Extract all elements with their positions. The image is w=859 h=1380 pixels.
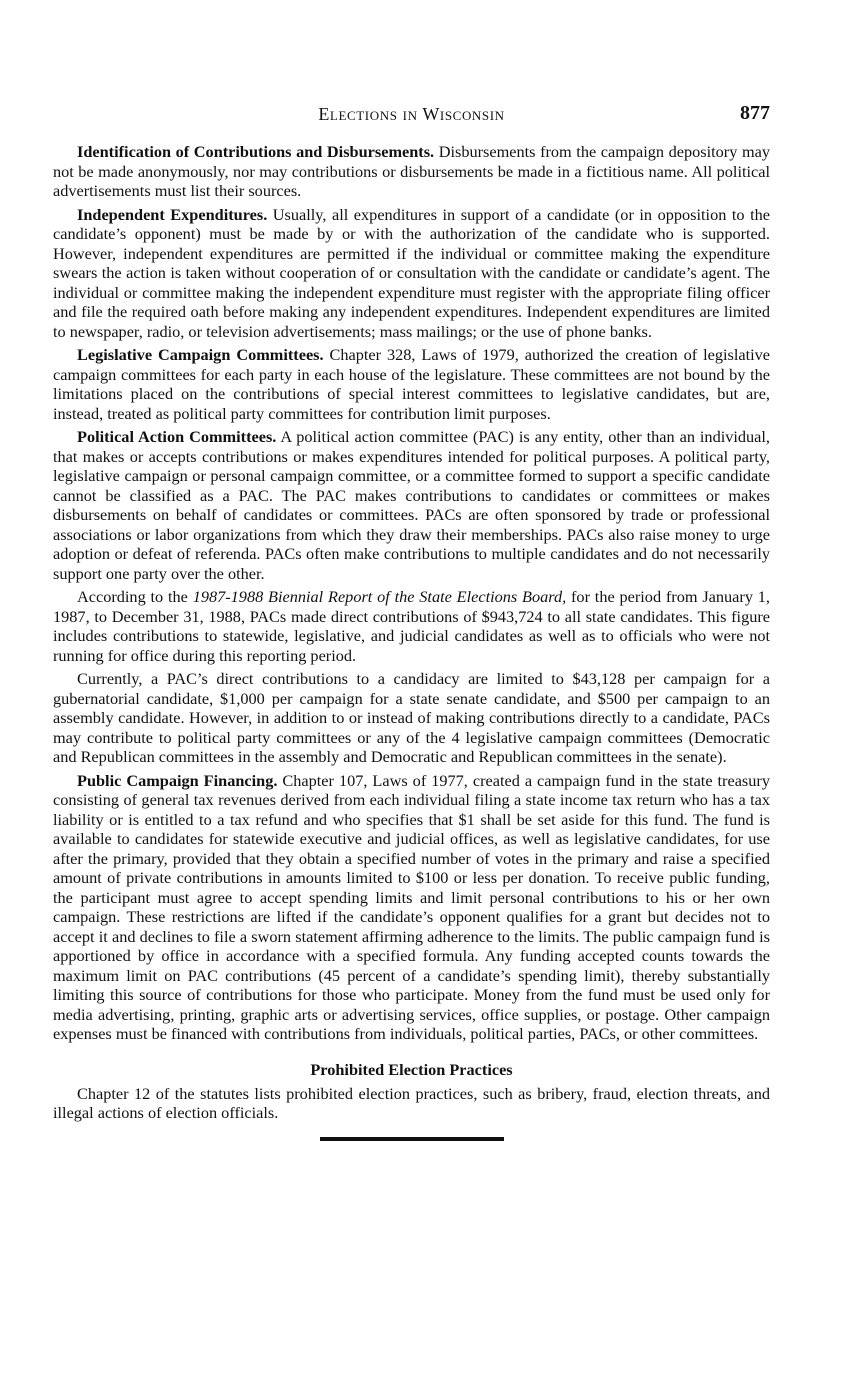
document-page — [53, 100, 770, 1141]
paragraph-text: Usually, all expenditures in support of a candidate (or in opposition to the candidate’s opponent) must be made by or with the authorization of the candidate who is supported. However, independent expenditures are permitted if the individual or committee making the expenditure swears the action is taken without cooperation of or consultation with the candidate or candidate’s agent. The individual or committee making the independent expenditure must register with the appropriate filing officer and file the required oath before making any independent expenditures. Independent expenditures are limited to newspaper, radio, or television advertisements; mass mailings; or the use of phone banks. — [53, 204, 770, 341]
paragraph-prohibited-practices — [53, 1084, 770, 1123]
paragraph-text: Chapter 107, Laws of 1977, created a campaign fund in the state treasury consisting of general tax revenues derived from each individual filing a state income tax return who has a tax liability or is entitled to a tax refund and who specifies that $1 shall be set aside for this fund. The fund is available to candidates for statewide executive and judicial offices, as well as legislative candidates, for use after the primary, provided that they obtain a specified number of votes in the primary and raise a specified amount of private contributions in amounts limited to $100 or less per donation. To receive public funding, the participant must agree to accept spending limits and limit personal contributions to his or her own campaign. These restrictions are lifted if the candidate’s opponent qualifies for a grant but decides not to accept it and declines to file a sworn statement affirming adherence to the limits. The public campaign fund is apportioned by office in accordance with a specified formula. Any funding accepted counts towards the maximum limit on PAC contributions (45 percent of a candidate’s spending limit), thereby substantially limiting this source of contributions for those who participate. Money from the fund must be used only for media advertising, printing, graphic arts or advertising services, office supplies, or postage. Other campaign expenses must be financed with contributions from individuals, political parties, PACs, or other committees. — [53, 770, 770, 1043]
page-number: 877 — [740, 102, 770, 124]
paragraph-lead: Legislative Campaign Committees. — [77, 345, 324, 364]
paragraph-lead: Political Action Committees. — [77, 427, 277, 446]
section-heading: Prohibited Election Practices — [310, 1059, 513, 1079]
paragraph-public-campaign-financing — [53, 771, 770, 1044]
paragraph-text: Disbursements from the campaign depository may not be made anonymously, nor may contributions or disbursements be made in a fictitious name. All political advertisements must list their sources. — [53, 142, 770, 200]
paragraph-text: Chapter 328, Laws of 1979, authorized the creation of legislative campaign committees for each party in each house of the legislature. These committees are not bound by the limitations placed on the contributions of special interest committees to legislative candidates, but are, instead, treated as political party committees for contribution limit purposes. — [53, 345, 771, 423]
paragraph-political-action-committees — [53, 427, 770, 583]
end-rule — [320, 1137, 504, 1141]
paragraph-biennial-report — [53, 587, 770, 665]
paragraph-text: for the period from January 1, 1987, to December 31, 1988, PACs made direct contributions of $943,724 to all state candidates. This figure includes contributions to statewide, legislative, and judicial candidates as well as to officials who were not running for office during this reporting period. — [53, 587, 770, 665]
running-header — [53, 100, 770, 134]
paragraph-pac-contribution-limits — [53, 669, 770, 767]
paragraph-text: A political action committee (PAC) is any entity, other than an individual, that makes or accepts contributions or makes expenditures intended for political purposes. A political party, legislative campaign or personal campaign committee, or a committee formed to support a specific candidate cannot be classified as a PAC. The PAC makes contributions to candidates or committees or makes disbursements on behalf of candidates or committees. PACs are often sponsored by trade or professional associations or labor organizations from which they draw their memberships. PACs also raise money to urge adoption or defeat of referenda. PACs often make contributions to multiple candidates and do not necessarily support one party over the other. — [53, 427, 771, 583]
paragraph-lead: Public Campaign Financing. — [77, 770, 278, 790]
paragraph-legislative-campaign-committees — [53, 345, 770, 423]
report-title: 1987-1988 Biennial Report of the State Elections Board, — [192, 587, 567, 606]
paragraph-text: Chapter 12 of the statutes lists prohibited election practices, such as bribery, fraud, election threats, and illegal actions of election officials. — [53, 1083, 770, 1122]
paragraph-identification-of-contributions — [53, 142, 770, 201]
paragraph-independent-expenditures — [53, 205, 770, 342]
running-title: Elections in Wisconsin — [318, 104, 505, 124]
paragraph-lead: Identification of Contributions and Disbursements. — [77, 142, 435, 161]
paragraph-text: Currently, a PAC’s direct contributions to a candidacy are limited to $43,128 per campaign for a gubernatorial candidate, $1,000 per campaign for a state senate candidate, and $500 per campaign to an assembly candidate. However, in addition to or instead of making contributions directly to a candidate, PACs may contribute to political party committees or any of the 4 legislative campaign committees (Democratic and Republican committees in the assembly and Democratic and Republican committees in the senate). — [53, 669, 770, 766]
paragraph-lead: Independent Expenditures. — [77, 204, 268, 224]
paragraph-text: According to the — [77, 587, 193, 606]
